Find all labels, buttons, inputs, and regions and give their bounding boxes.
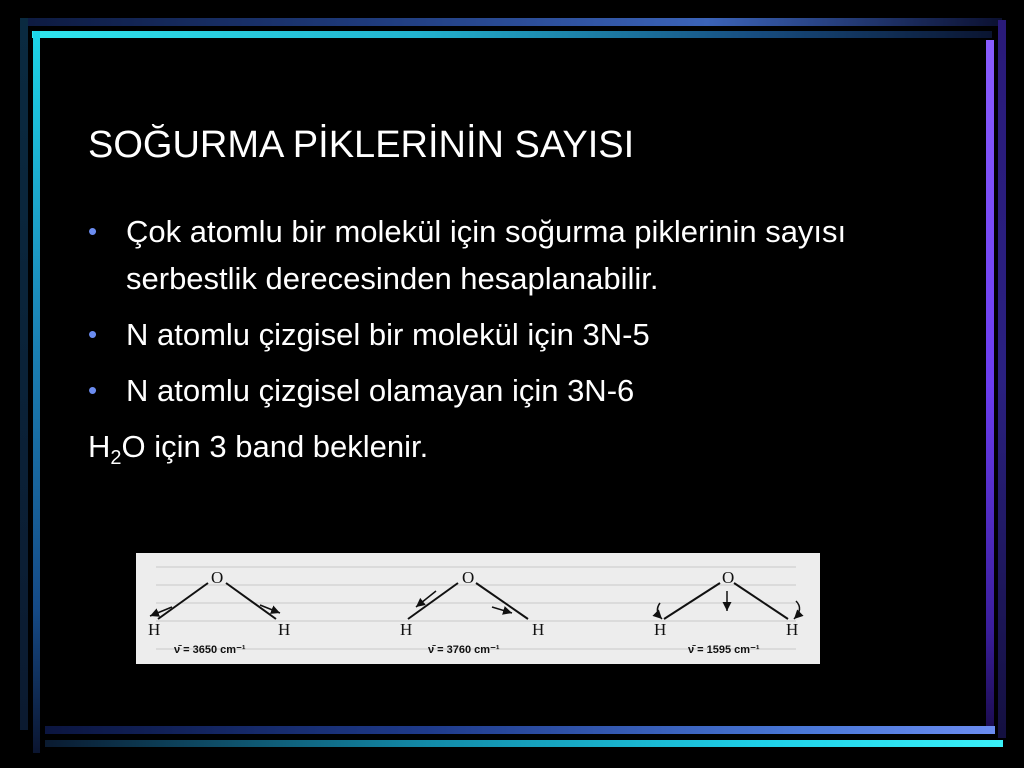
water-band-note: [88, 423, 848, 470]
atom-h-label: H: [654, 620, 667, 639]
atom-o-label: O: [211, 568, 224, 587]
scan-background-texture: [156, 567, 799, 649]
atom-h-label: H: [148, 620, 161, 639]
note-prefix: H: [88, 429, 111, 464]
note-suffix: O için 3 band beklenir.: [121, 429, 429, 464]
water-vibration-modes-figure: [136, 553, 820, 664]
bullet-item: [88, 367, 848, 414]
bullet-item: [88, 311, 848, 358]
vibration-mode-2: [400, 568, 544, 656]
atom-o-label: O: [462, 568, 475, 587]
vibration-mode-3: [654, 568, 800, 656]
frame-bottom-bar-inner: [45, 726, 995, 734]
atom-h-label: H: [278, 620, 291, 639]
frame-bottom-bar-outer: [45, 740, 1003, 747]
bullet-text: Çok atomlu bir molekül için soğurma piklerinin sayısı serbestlik derecesinden hesaplanabilir.: [126, 214, 847, 296]
slide-content: [88, 208, 848, 470]
bullet-item: [88, 208, 848, 302]
bullet-icon: •: [88, 319, 98, 349]
atom-h-label: H: [786, 620, 799, 639]
frame-top-bar-outer: [20, 18, 1002, 26]
vibration-modes-svg: [136, 553, 820, 664]
atom-o-label: O: [722, 568, 735, 587]
frame-top-bar-inner: [32, 31, 992, 38]
slide-title: SOĞURMA PİKLERİNİN SAYISI: [88, 124, 635, 166]
frame-left-bar-outer: [20, 18, 28, 730]
bullet-icon: •: [88, 375, 98, 405]
frequency-label: ν̄ = 1595 cm⁻¹: [688, 644, 760, 656]
bullet-text: N atomlu çizgisel bir molekül için 3N-5: [126, 317, 650, 352]
atom-h-label: H: [400, 620, 413, 639]
bullet-icon: •: [88, 216, 98, 246]
bullet-text: N atomlu çizgisel olamayan için 3N-6: [126, 373, 635, 408]
frequency-label: ν̄ = 3760 cm⁻¹: [428, 644, 500, 656]
vibration-mode-1: [148, 568, 290, 656]
note-subscript: 2: [110, 447, 122, 469]
frame-right-bar-outer: [998, 20, 1006, 738]
frame-left-bar-inner: [33, 31, 40, 753]
frequency-label: ν̄ = 3650 cm⁻¹: [174, 644, 246, 656]
atom-h-label: H: [532, 620, 545, 639]
frame-right-bar-inner: [986, 40, 994, 730]
